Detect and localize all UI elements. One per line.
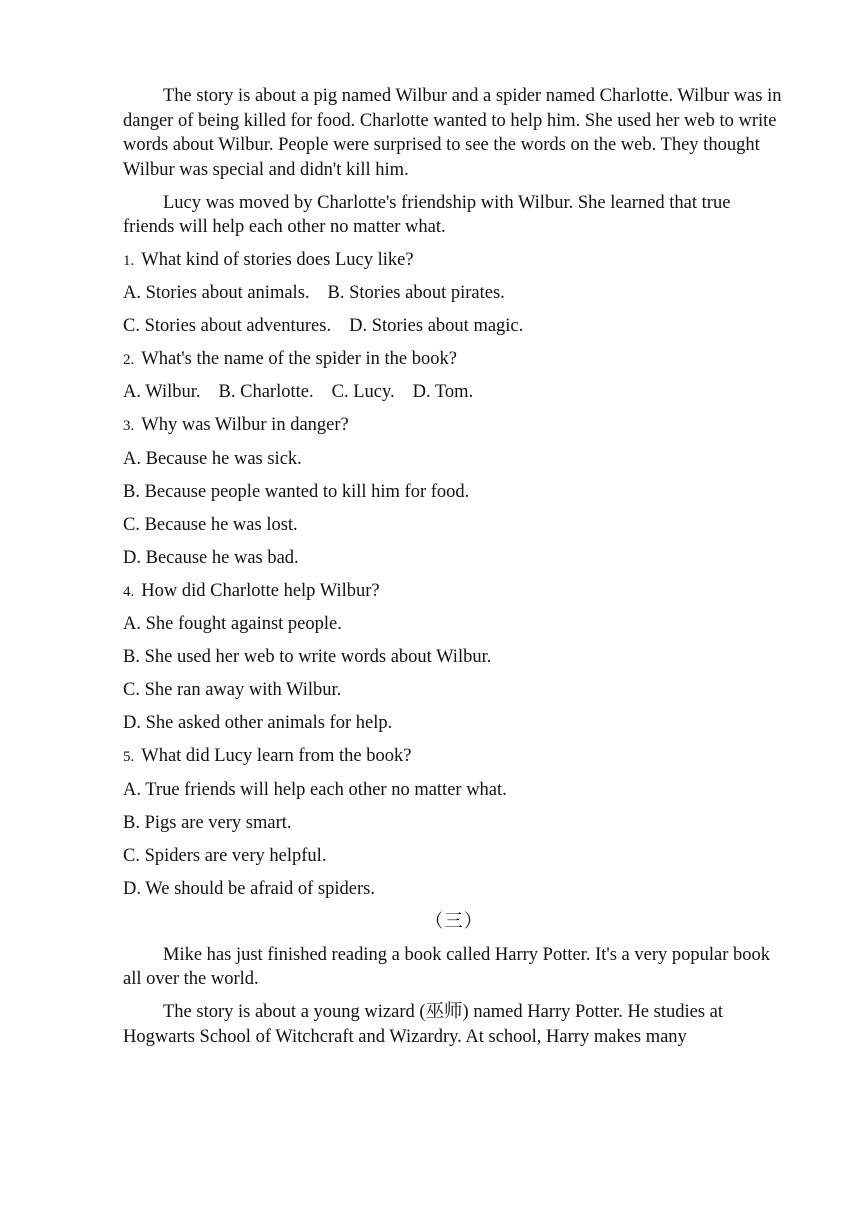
question-text: Why was Wilbur in danger?: [141, 415, 349, 436]
question-text: What's the name of the spider in the book?: [141, 349, 457, 370]
option: A. Wilbur.: [123, 382, 201, 403]
passage-paragraph: Mike has just finished reading a book called Harry Potter. It's a very popular book all over the world.: [123, 944, 771, 990]
option-row: [123, 778, 783, 803]
option: D. She asked other animals for help.: [123, 713, 393, 734]
option-row: [123, 844, 783, 869]
question-5: [123, 744, 783, 901]
question-stem: [123, 347, 783, 372]
question-number: 4.: [123, 583, 135, 600]
question-4: [123, 579, 783, 736]
option: B. Pigs are very smart.: [123, 812, 292, 833]
question-stem: [123, 579, 783, 604]
option: D. We should be afraid of spiders.: [123, 878, 375, 899]
option-row: [123, 314, 783, 339]
option-row: [123, 811, 783, 836]
passage-paragraph: The story is about a young wizard (巫师) named Harry Potter. He studies at Hogwarts School of Witchcraft and Wizardry. At school, Harry makes many: [123, 1002, 724, 1047]
option-row: [123, 711, 783, 736]
option: B. Stories about pirates.: [327, 283, 505, 304]
passage-paragraph: Lucy was moved by Charlotte's friendship with Wilbur. She learned that true friends will help each other no matter what.: [123, 192, 731, 237]
option: A. True friends will help each other no matter what.: [123, 779, 507, 800]
option-row: [123, 612, 783, 637]
question-list: [123, 248, 783, 901]
question-text: What kind of stories does Lucy like?: [141, 250, 414, 270]
option: D. Stories about magic.: [349, 316, 524, 337]
section-heading: （三）: [424, 911, 484, 932]
option-row: [123, 480, 783, 505]
option: D. Because he was bad.: [123, 547, 299, 568]
passage-three: [123, 910, 783, 1050]
question-number: 3.: [123, 418, 135, 435]
option: A. Because he was sick.: [123, 448, 302, 469]
option: C. She ran away with Wilbur.: [123, 680, 342, 701]
option: C. Because he was lost.: [123, 514, 298, 535]
question-stem: [123, 744, 783, 769]
question-text: How did Charlotte help Wilbur?: [141, 580, 380, 601]
option: B. Charlotte.: [218, 382, 314, 403]
question-number: 1.: [123, 253, 135, 269]
question-stem: [123, 413, 783, 438]
option-row: [123, 678, 783, 703]
option-row: [123, 380, 783, 405]
question-number: 2.: [123, 352, 135, 369]
option-row: [123, 447, 783, 472]
question-3: [123, 413, 783, 570]
option-row: [123, 281, 783, 306]
option-row: [123, 645, 783, 670]
option: B. She used her web to write words about Wilbur.: [123, 647, 492, 668]
question-1: [123, 248, 783, 339]
option: C. Stories about adventures.: [123, 316, 332, 337]
option-row: [123, 546, 783, 571]
question-text: What did Lucy learn from the book?: [141, 746, 412, 767]
option-row: [123, 877, 783, 902]
option: D. Tom.: [412, 382, 474, 403]
option: A. Stories about animals.: [123, 283, 310, 304]
option: B. Because people wanted to kill him for food.: [123, 481, 470, 502]
passage-paragraph: The story is about a pig named Wilbur and a spider named Charlotte. Wilbur was in danger of being killed for food. Charlotte wanted to help him. She used her web to write words about Wilbur. People were surprised to see the words on the web. They thought Wilbur was special and didn't kill him.: [123, 86, 782, 180]
option-row: [123, 513, 783, 538]
option: C. Spiders are very helpful.: [123, 845, 327, 866]
option: C. Lucy.: [331, 382, 395, 403]
option: A. She fought against people.: [123, 614, 342, 635]
document-page: [123, 84, 783, 1058]
question-number: 5.: [123, 749, 135, 766]
question-stem: [123, 248, 783, 273]
passage-two: [123, 84, 783, 240]
question-2: [123, 347, 783, 405]
